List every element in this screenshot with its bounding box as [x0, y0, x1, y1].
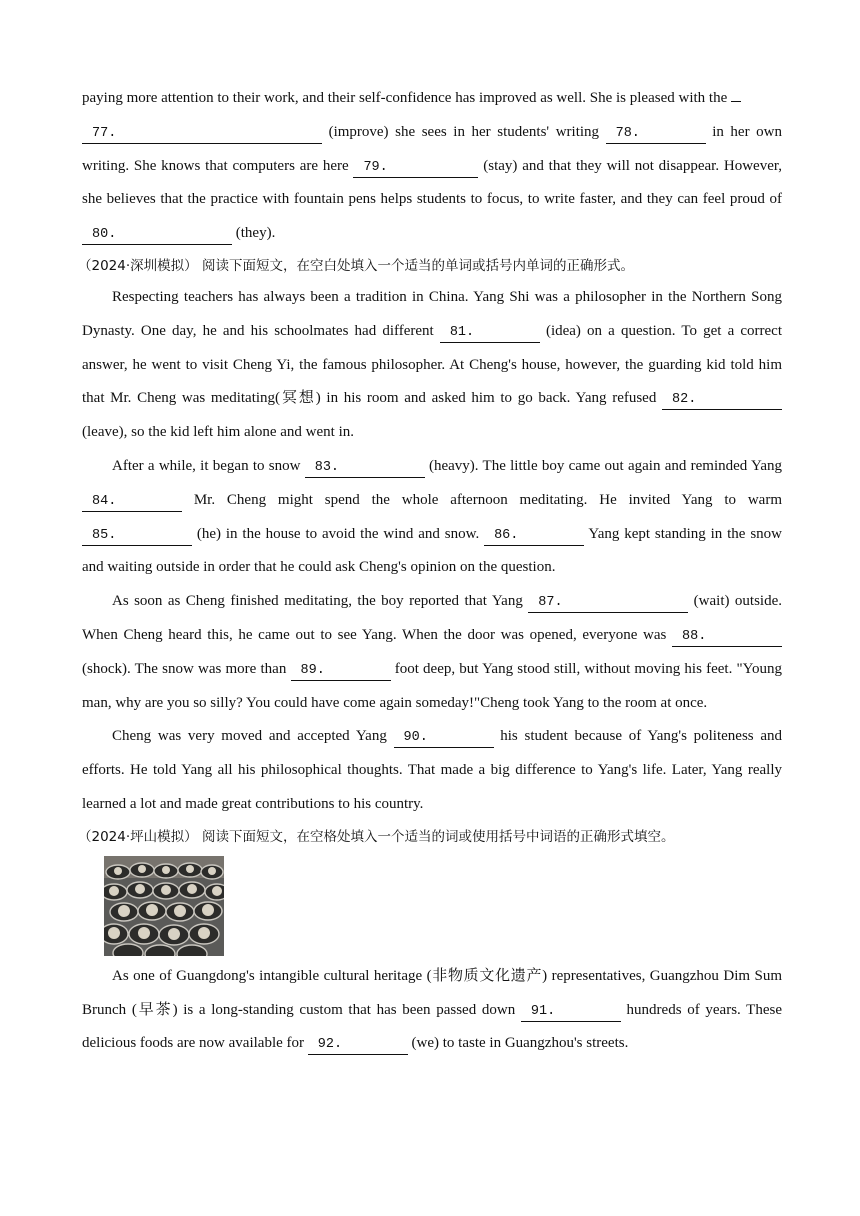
blank-80[interactable]: 80.	[82, 226, 232, 245]
blank-91[interactable]: 91.	[521, 1003, 621, 1022]
blank-line	[731, 101, 741, 102]
blank-77[interactable]: 77.	[82, 125, 322, 144]
section-heading-shenzhen: （2024·深圳模拟） 阅读下面短文，在空白处填入一个适当的单词或括号内单词的正确形式。	[78, 257, 634, 274]
blank-84[interactable]: 84.	[82, 493, 182, 512]
blank-89[interactable]: 89.	[291, 662, 391, 681]
passage-2-paragraph-2: After a while, it began to snow 83. (heavy). The little boy came out again and reminded Yang 84. Mr. Cheng might spend the whole afternoon meditating. He invited Yang to warm 85. (he) in the house to avoid the wind and snow. 86. Yang kept standing in the snow and waiting outside in order that he could ask Cheng's opinion on the question.	[82, 457, 782, 576]
blank-86[interactable]: 86.	[484, 527, 584, 546]
passage-2-paragraph-4: Cheng was very moved and accepted Yang 90. his student because of Yang's politeness and efforts. He told Yang all his philosophical thoughts. That made a big difference to Yang's life. Later, Yang really learned a lot and made great contributions to his country.	[82, 728, 782, 812]
blank-88[interactable]: 88.	[672, 628, 782, 647]
section-heading-pingshan: （2024·坪山模拟） 阅读下面短文，在空格处填入一个适当的词或使用括号中词语的正确形式填空。	[78, 828, 675, 845]
dim-sum-photo	[104, 856, 224, 956]
document-page	[78, 82, 782, 1061]
blank-92[interactable]: 92.	[308, 1036, 408, 1055]
blank-85[interactable]: 85.	[82, 527, 192, 546]
dim-sum-photo-wrapper	[82, 852, 782, 960]
blank-90[interactable]: 90.	[394, 729, 494, 748]
passage-2-paragraph-3: As soon as Cheng finished meditating, the boy reported that Yang 87. (wait) outside. When Cheng heard this, he came out to see Yang. When the door was opened, everyone was 88. (shock). The snow was more than 89. foot deep, but Yang stood still, without moving his feet. "Young man, why are you so silly? You could have come again someday!"Cheng took Yang to the room at once.	[82, 593, 782, 711]
blank-81[interactable]: 81.	[440, 324, 540, 343]
blank-83[interactable]: 83.	[305, 459, 425, 478]
blank-87[interactable]: 87.	[528, 594, 688, 613]
passage-3-paragraph-1: As one of Guangdong's intangible cultural heritage (非物质文化遗产) representatives, Guangzhou Dim Sum Brunch (早茶) is a long-standing custom that has been passed down 91. hundreds of years. These delicious foods are now available for 92. (we) to taste in Guangzhou's streets.	[82, 960, 782, 1061]
blank-78[interactable]: 78.	[606, 125, 706, 144]
passage-1-paragraph: paying more attention to their work, and their self-confidence has improved as well. She is pleased with the 77. (improve) she sees in her students' writing 78. in her own writing. She knows that computers are here 79. (stay) and that they will not disappear. However, she believes that the practice with fountain pens helps students to focus, to write faster, and they can feel proud of 80. (they).	[82, 82, 782, 251]
blank-79[interactable]: 79.	[353, 159, 478, 178]
blank-82[interactable]: 82.	[662, 391, 782, 410]
passage-2-paragraph-1: Respecting teachers has always been a tradition in China. Yang Shi was a philosopher in the Northern Song Dynasty. One day, he and his schoolmates had different 81. (idea) on a question. To get a correct answer, he went to visit Cheng Yi, the famous philosopher. At Cheng's house, however, the guarding kid told him that Mr. Cheng was meditating(冥想) in his room and asked him to go back. Yang refused 82. (leave), so the kid left him alone and went in.	[82, 288, 782, 441]
